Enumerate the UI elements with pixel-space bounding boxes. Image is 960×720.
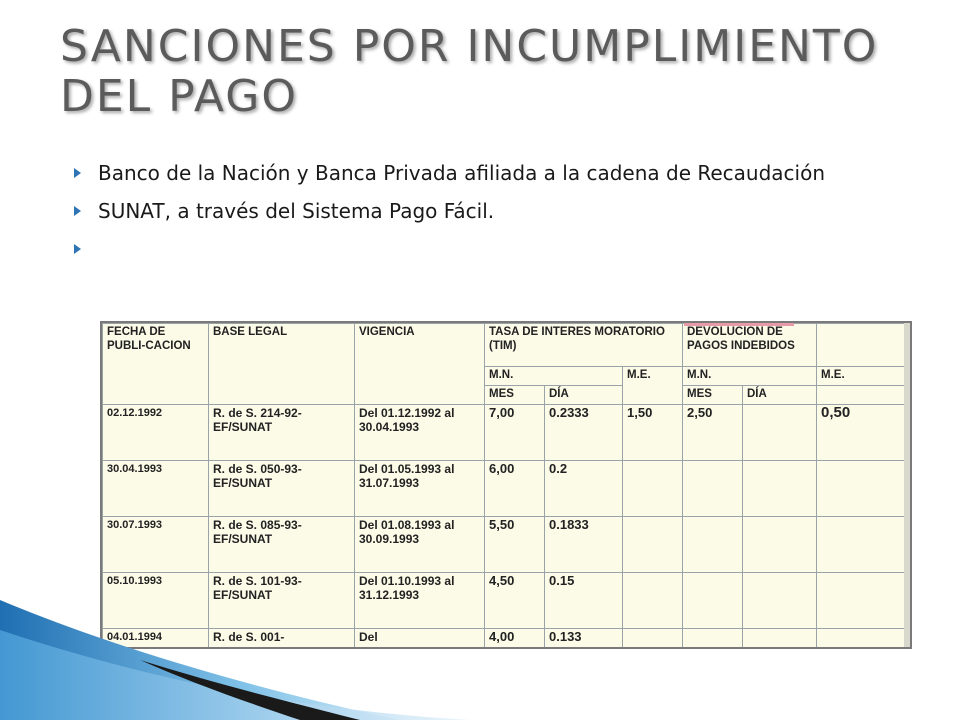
decorative-swoosh <box>0 560 470 720</box>
cell-dev-mes <box>683 517 743 573</box>
cell-tim-mes: 4,00 <box>485 629 545 650</box>
header-mn2: M.N. <box>683 367 817 386</box>
cell-dev-dia <box>743 461 817 517</box>
table-header-row <box>103 324 909 367</box>
decorative-line <box>684 323 794 326</box>
cell-fecha: 04.01.1994 <box>103 629 209 650</box>
cell-dev-mes <box>683 573 743 629</box>
cell-vigencia: Del 01.05.1993 al 31.07.1993 <box>355 461 485 517</box>
bullet-list <box>72 160 872 274</box>
cell-tim-mes: 4,50 <box>485 573 545 629</box>
cell-base: R. de S. 001- <box>209 629 355 650</box>
cell-dev-dia <box>743 405 817 461</box>
bullet-item <box>72 198 872 224</box>
cell-base: R. de S. 085-93-EF/SUNAT <box>209 517 355 573</box>
cell-base: R. de S. 050-93-EF/SUNAT <box>209 461 355 517</box>
cell-tim-me <box>623 629 683 650</box>
cell-fecha: 30.04.1993 <box>103 461 209 517</box>
header-mes2: MES <box>683 386 743 405</box>
cell-dev-me <box>817 629 909 650</box>
cell-dev-me <box>817 517 909 573</box>
cell-fecha: 30.07.1993 <box>103 517 209 573</box>
cell-dev-mes <box>683 629 743 650</box>
cell-vigencia: Del 01.08.1993 al 30.09.1993 <box>355 517 485 573</box>
bullet-item <box>72 160 872 186</box>
header-fecha: FECHA DE PUBLI-CACION <box>103 324 209 405</box>
arrow-bullet-icon <box>74 168 81 178</box>
bullet-text: Banco de la Nación y Banca Privada afiliada a la cadena de Recaudación <box>98 161 826 185</box>
arrow-bullet-icon <box>74 244 81 254</box>
cell-dev-dia <box>743 517 817 573</box>
header-base-legal: BASE LEGAL <box>209 324 355 405</box>
header-empty <box>817 386 909 405</box>
cell-tim-dia: 0.1833 <box>545 517 623 573</box>
header-me: M.E. <box>623 367 683 405</box>
cell-fecha: 05.10.1993 <box>103 573 209 629</box>
cell-tim-mes: 5,50 <box>485 517 545 573</box>
cell-fecha: 02.12.1992 <box>103 405 209 461</box>
cell-dev-mes: 2,50 <box>683 405 743 461</box>
header-vigencia: VIGENCIA <box>355 324 485 405</box>
cell-tim-mes: 7,00 <box>485 405 545 461</box>
cell-tim-dia: 0.2 <box>545 461 623 517</box>
header-tasa: TASA DE INTERES MORATORIO (TIM) <box>485 324 683 367</box>
cell-vigencia: Del <box>355 629 485 650</box>
cell-tim-me <box>623 517 683 573</box>
header-devolucion: DEVOLUCION DE PAGOS INDEBIDOS <box>683 324 817 367</box>
cell-dev-me <box>817 573 909 629</box>
cell-dev-me: 0,50 <box>817 405 909 461</box>
cell-dev-dia <box>743 573 817 629</box>
cell-tim-mes: 6,00 <box>485 461 545 517</box>
bullet-text: SUNAT, a través del Sistema Pago Fácil. <box>98 199 495 223</box>
slide-title: SANCIONES POR INCUMPLIMIENTO DEL PAGO <box>60 21 879 122</box>
cell-base: R. de S. 101-93-EF/SUNAT <box>209 573 355 629</box>
table-row <box>103 405 909 461</box>
header-mn: M.N. <box>485 367 623 386</box>
cell-tim-me: 1,50 <box>623 405 683 461</box>
cell-tim-me <box>623 461 683 517</box>
table-row <box>103 461 909 517</box>
header-mes: MES <box>485 386 545 405</box>
cell-tim-dia: 0.133 <box>545 629 623 650</box>
header-dia2: DÍA <box>743 386 817 405</box>
cell-dev-dia <box>743 629 817 650</box>
cell-vigencia: Del 01.12.1992 al 30.04.1993 <box>355 405 485 461</box>
bullet-item <box>72 236 872 262</box>
cell-base: R. de S. 214-92-EF/SUNAT <box>209 405 355 461</box>
header-empty <box>817 324 909 367</box>
cell-tim-dia: 0.2333 <box>545 405 623 461</box>
cell-dev-mes <box>683 461 743 517</box>
cell-dev-me <box>817 461 909 517</box>
cell-tim-dia: 0.15 <box>545 573 623 629</box>
cell-vigencia: Del 01.10.1993 al 31.12.1993 <box>355 573 485 629</box>
header-dia: DÍA <box>545 386 623 405</box>
arrow-bullet-icon <box>74 206 81 216</box>
cell-tim-me <box>623 573 683 629</box>
header-me2: M.E. <box>817 367 909 386</box>
